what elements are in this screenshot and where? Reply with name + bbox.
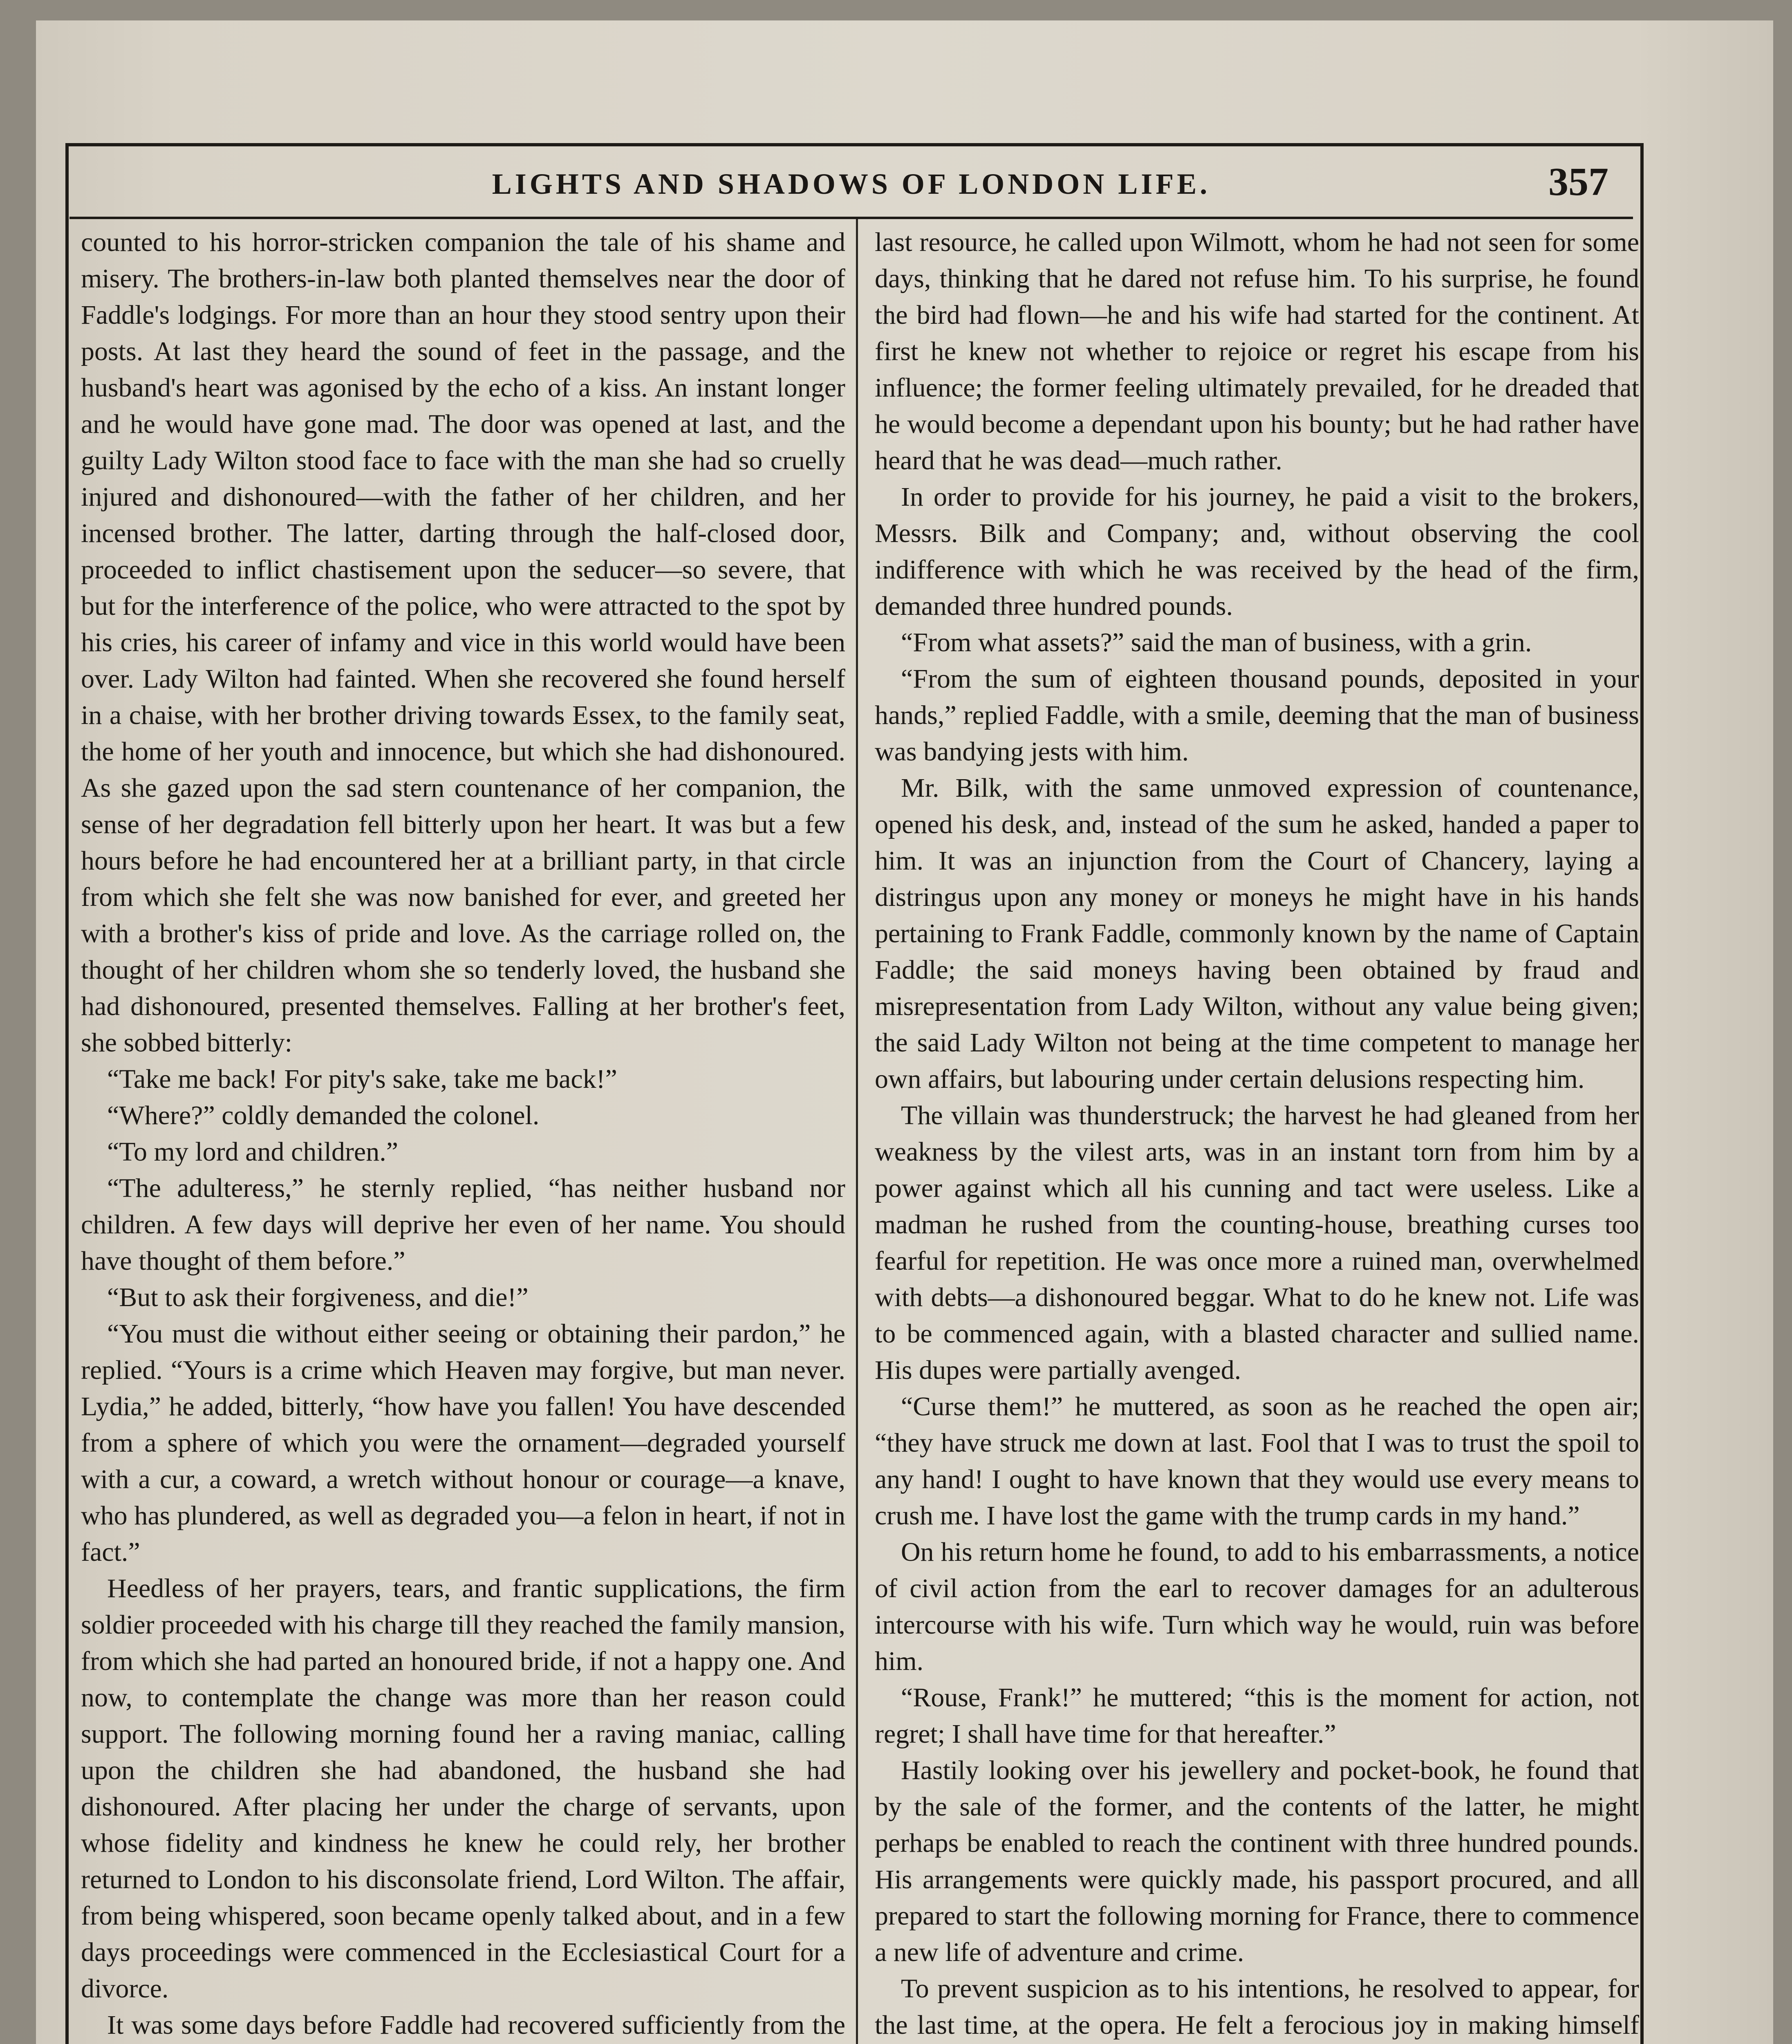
paragraph: Hastily looking over his jewellery and pocket-book, he found that by the sale of the former, and the contents of the latter, he might perhaps be enabled to reach the continent with three hundred pounds. His arrangements were quickly made, his passport procured, and all prepared to start the following morning for France, there to commence a new life of adventure and crime. (875, 1755, 1639, 1967)
paragraph: It was some days before Faddle had recovered sufficiently from the (107, 2010, 845, 2040)
page-header (69, 151, 1633, 217)
paragraph: last resource, he called upon Wilmott, whom he had not seen for some days, thinking that he dared not refuse him. To his surprise, he found the bird had flown—he and his wife had started for the continent. At first he knew not whether to rejoice or regret his escape from his influence; the former feeling ultimately prevailed, for he dreaded that he would become a dependant upon his bounty; but he had rather have heard that he was dead—much rather. (875, 227, 1639, 475)
paragraph: To prevent suspicion as to his intentions, he resolved to appear, for the last time, at the opera. He felt a ferocious joy in making himself (875, 1974, 1639, 2040)
paragraph: Mr. Bilk, with the same unmoved expression of countenance, opened his desk, and, instead of the sum he asked, handed a paper to him. It was an injunction from the Court of Chancery, laying a distringus upon any money or moneys he might have in his hands pertaining to Frank Faddle, commonly known by the name of Captain Faddle; the said moneys having been obtained by fraud and misrepresentation from Lady Wilton, without any value being given; the said Lady Wilton not being at the time competent to manage her own affairs, but labouring under certain delusions respecting him. (875, 773, 1639, 1094)
running-head: LIGHTS AND SHADOWS OF LONDON LIFE. (492, 168, 1211, 200)
column-divider (856, 219, 858, 2044)
left-column (81, 224, 845, 2044)
paragraph: The villain was thunderstruck; the harvest he had gleaned from her weakness by the vilest arts, was in an instant torn from him by a power against which all his cunning and tact were useless. Like a madman he rushed from the counting-house, breathing curses too fearful for repetition. He was once more a ruined man, overwhelmed with debts—a dishonoured beggar. What to do he knew not. Life was to be commenced again, with a blasted character and sullied name. His dupes were partially avenged. (875, 1100, 1639, 1385)
paragraph: “But to ask their forgiveness, and die!” (107, 1282, 529, 1312)
paragraph: “To my lord and children.” (107, 1137, 398, 1167)
right-column (875, 224, 1639, 2044)
paragraph: “From what assets?” said the man of business, with a grin. (901, 628, 1532, 657)
paragraph: “Where?” coldly demanded the colonel. (107, 1100, 540, 1130)
header-rule (69, 217, 1633, 219)
paragraph: “From the sum of eighteen thousand pounds, deposited in your hands,” replied Faddle, with a smile, deeming that the man of business was bandying jests with him. (875, 664, 1639, 766)
paragraph: “The adulteress,” he sternly replied, “has neither husband nor children. A few days will deprive her even of her name. You should have thought of them before.” (81, 1173, 845, 1276)
page-number: 357 (1548, 160, 1608, 204)
paragraph: On his return home he found, to add to his embarrassments, a notice of civil action from the earl to recover damages for an adulterous intercourse with his wife. Turn which way he would, ruin was before him. (875, 1537, 1639, 1676)
paragraph: “You must die without either seeing or obtaining their pardon,” he replied. “Yours is a crime which Heaven may forgive, but man never. Lydia,” he added, bitterly, “how have you fallen! You have descended from a sphere of which you were the ornament—degraded yourself with a cur, a coward, a wretch without honour or courage—a knave, who has plundered, as well as degraded you—a felon in heart, if not in fact.” (81, 1319, 845, 1567)
paragraph: “Take me back! For pity's sake, take me back!” (107, 1064, 617, 1094)
paragraph: “Rouse, Frank!” he muttered; “this is the moment for action, not regret; I shall have time for that hereafter.” (875, 1683, 1639, 1749)
paragraph: Heedless of her prayers, tears, and frantic supplications, the firm soldier proceeded with his charge till they reached the family mansion, from which she had parted an honoured bride, if not a happy one. And now, to contemplate the change was more than her reason could support. The following morning found her a raving maniac, calling upon the children she had abandoned, the husband she had dishonoured. After placing her under the charge of servants, upon whose fidelity and kindness he knew he could rely, her brother returned to London to his disconsolate friend, Lord Wilton. The affair, from being whispered, soon became openly talked about, and in a few days proceedings were commenced in the Ecclesiastical Court for a divorce. (81, 1573, 845, 2004)
paragraph: In order to provide for his journey, he paid a visit to the brokers, Messrs. Bilk and Company; and, without observing the cool indifference with which he was received by the head of the firm, demanded three hundred pounds. (875, 482, 1639, 621)
paragraph: “Curse them!” he muttered, as soon as he reached the open air; “they have struck me down at last. Fool that I was to trust the spoil to any hand! I ought to have known that they would use every means to crush me. I have lost the game with the trump cards in my hand.” (875, 1392, 1639, 1531)
paragraph: counted to his horror-stricken companion the tale of his shame and misery. The brothers-in-law both planted themselves near the door of Faddle's lodgings. For more than an hour they stood sentry upon their posts. At last they heard the sound of feet in the passage, and the husband's heart was agonised by the echo of a kiss. An instant longer and he would have gone mad. The door was opened at last, and the guilty Lady Wilton stood face to face with the man she had so cruelly injured and dishonoured—with the father of her children, and her incensed brother. The latter, darting through the half-closed door, proceeded to inflict chastisement upon the seducer—so severe, that but for the interference of the police, who were attracted to the spot by his cries, his career of infamy and vice in this world would have been over. Lady Wilton had fainted. When she recovered she found herself in a chaise, with her brother driving towards Essex, to the family seat, the home of her youth and innocence, but which she had dishonoured. As she gazed upon the sad stern countenance of her companion, the sense of her degradation fell bitterly upon her heart. It was but a few hours before he had encountered her at a brilliant party, in that circle from which she felt she was now banished for ever, and greeted her with a brother's kiss of pride and love. As the carriage rolled on, the thought of her children whom she so tenderly loved, the husband she had dishonoured, presented themselves. Falling at her brother's feet, she sobbed bitterly: (81, 227, 845, 1058)
